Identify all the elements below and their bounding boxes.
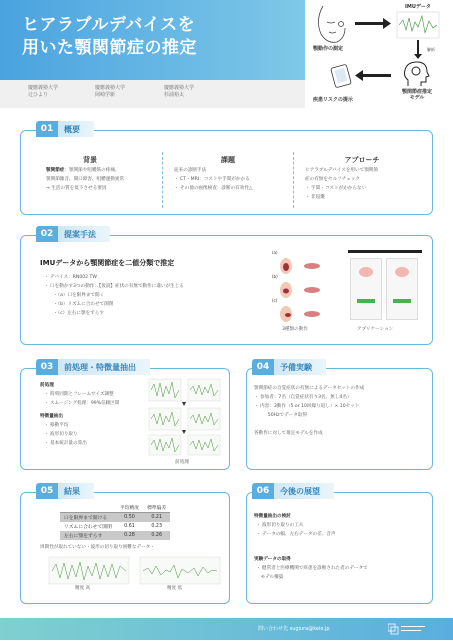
preprocess-waveforms [148,378,222,458]
section-number: 02 [40,229,54,239]
background-text: 顎関節症：顎関節や咀嚼筋の疼痛、 顎関節雑音、開口障害、咀嚼運動異常 → 生活の質を低下させる要因 [46,168,125,191]
future-text-2: ・ 健常者と医療機関で疾患を診断された者のデータで モデル構築 [256,566,368,580]
caption-high-accuracy: 精度 高 [75,586,91,591]
section-05-tab [36,483,94,499]
actions-illustration [272,248,332,324]
phone-icon [331,64,352,87]
author-bar [0,80,305,108]
future-text-1: ・ 波形切り取りの工夫 ・ データの幅、左右データの差、音声 [256,523,336,537]
imu-waveform-icon [397,12,439,38]
feature-text: ・ 移動平均 ・ 波形切り取り ・ 基本統計量の算出 [44,423,87,446]
future-heading-1: 特徴量抽出の検討 [254,514,291,519]
experiment-text: 顎関節症の自覚症状の有無によるデータセットの作成 ・ 参加者：7名（自覚症状有り3名、無し4名） ・ 内容：3動作（5 or 10回繰り返し）× 10セット 50Hzでデータ取得 各動作に対して推定モデルを作成 [254,386,365,436]
approach-heading: アプローチ [344,156,380,164]
imu-data-label: IMUデータ [405,4,431,10]
results-table [60,503,170,540]
app-screenshots [348,250,422,322]
section-04-tab [252,359,326,375]
analysis-label: 解析 [427,47,435,52]
method-text: ・ デバイス：RN002 TW ・ 口を動かす3つの動作：【仮説】症状の有無で動作に違いが生じる ・（a）口を限界まで開く ・（b）リズムに合わせて開閉 ・（c）左右に顎をずらす [44,275,184,316]
preprocess-text: ・ 時刻同期とフレームサイズ調整 ・ スムージング処理：99%信頼区間 [44,392,120,406]
section-title: 結果 [58,483,94,499]
caption-low-accuracy: 精度 低 [167,586,183,591]
arrow-down-icon [182,402,186,434]
section-title: 概要 [58,121,94,137]
section-number: 03 [40,362,54,372]
section-number: 04 [256,362,270,372]
section-06-tab [252,483,334,499]
issue-text: 従来の診断手法 ・ CT・MRI：コストや手間がかかる ・ その他の画像検査：診断の有効性△ [174,168,253,191]
background-heading: 背景 [83,156,97,164]
label-a: (a) [272,250,278,255]
section-02-tab [36,226,110,242]
label-b: (b) [272,274,278,279]
contact-info: 問い合わせ先 sugiura@keio.jp [258,626,330,632]
section-number: 01 [40,124,54,134]
actions-caption: 3種類の動作 [282,327,308,332]
author-3: 慶應義塾大学 杉浦裕太 [164,85,195,98]
lab-logo [388,622,428,636]
waveform-chart [149,379,220,455]
arrow-left-icon [355,70,391,81]
table-header-row [60,503,170,513]
approach-text: ヒアラブルデバイスを用いて顎関節 症の有無をセルフチェック ・ 手間・コストがかからない ・ 非侵襲 [305,168,378,200]
column-divider [293,152,294,208]
preprocess-caption: 前処理 [175,460,189,465]
col-mean-accuracy: 平均精度 [116,503,143,513]
arrow-right-icon [355,18,391,29]
result-waveforms [48,556,224,586]
mouth-rhythm-icon [280,282,320,298]
table-row: 口を限界まで開ける 0.50 0.21 [60,513,170,523]
section-01-tab [36,121,94,137]
label-c: (c) [272,298,278,303]
face-icon [318,6,345,42]
feature-heading: 特徴量抽出 [40,414,63,419]
author-1: 慶應義塾大学 辻ひより [28,85,59,98]
section-future-work [246,492,433,604]
method-headline: IMUデータから顎関節症を二値分類で推定 [40,259,175,267]
future-heading-2: 実験データの取得 [254,557,291,562]
measure-label: 顎動作の測定 [313,46,344,52]
model-label: 顎関節症推定 モデル [402,89,433,101]
section-title: 今後の展望 [274,483,334,499]
section-title: 提案手法 [58,226,110,242]
section-number: 05 [40,486,54,496]
overview-flow-diagram [305,0,453,108]
section-number: 06 [256,486,270,496]
preprocess-heading: 前処理 [40,383,54,388]
issue-heading: 課題 [221,156,235,164]
waveform-low-accuracy [140,557,220,584]
arrow-down-icon [414,40,422,59]
mouth-open-icon [280,258,320,274]
section-title: 前処理・特徴量抽出 [58,359,150,375]
app-caption: アプリケーション [357,327,394,332]
waveform-high-accuracy [49,557,129,584]
column-divider [162,152,163,208]
app-screen-1 [350,258,382,320]
app-status-bar [348,250,422,253]
author-2: 慶應義塾大学 岡崎学新 [95,85,126,98]
app-screen-2 [386,258,418,320]
table-row: リズムに合わせて開閉 0.61 0.23 [64,524,163,530]
table-row: 左右に顎をずらす 0.28 0.26 [60,531,170,540]
brain-head-icon [404,62,429,86]
section-title: 予備実験 [274,359,326,375]
section-03-tab [36,359,150,375]
risk-label: 疾患リスクの提示 [313,97,353,103]
page-title: ヒアラブルデバイスを 用いた顎関節症の推定 [22,15,197,58]
footer-bar [0,618,453,640]
jaw-shift-icon [280,306,320,322]
results-note: 周期性が取れていない・波形の切り取り困難なデータ・ [40,545,155,550]
col-std-dev: 標準偏差 [143,503,170,513]
